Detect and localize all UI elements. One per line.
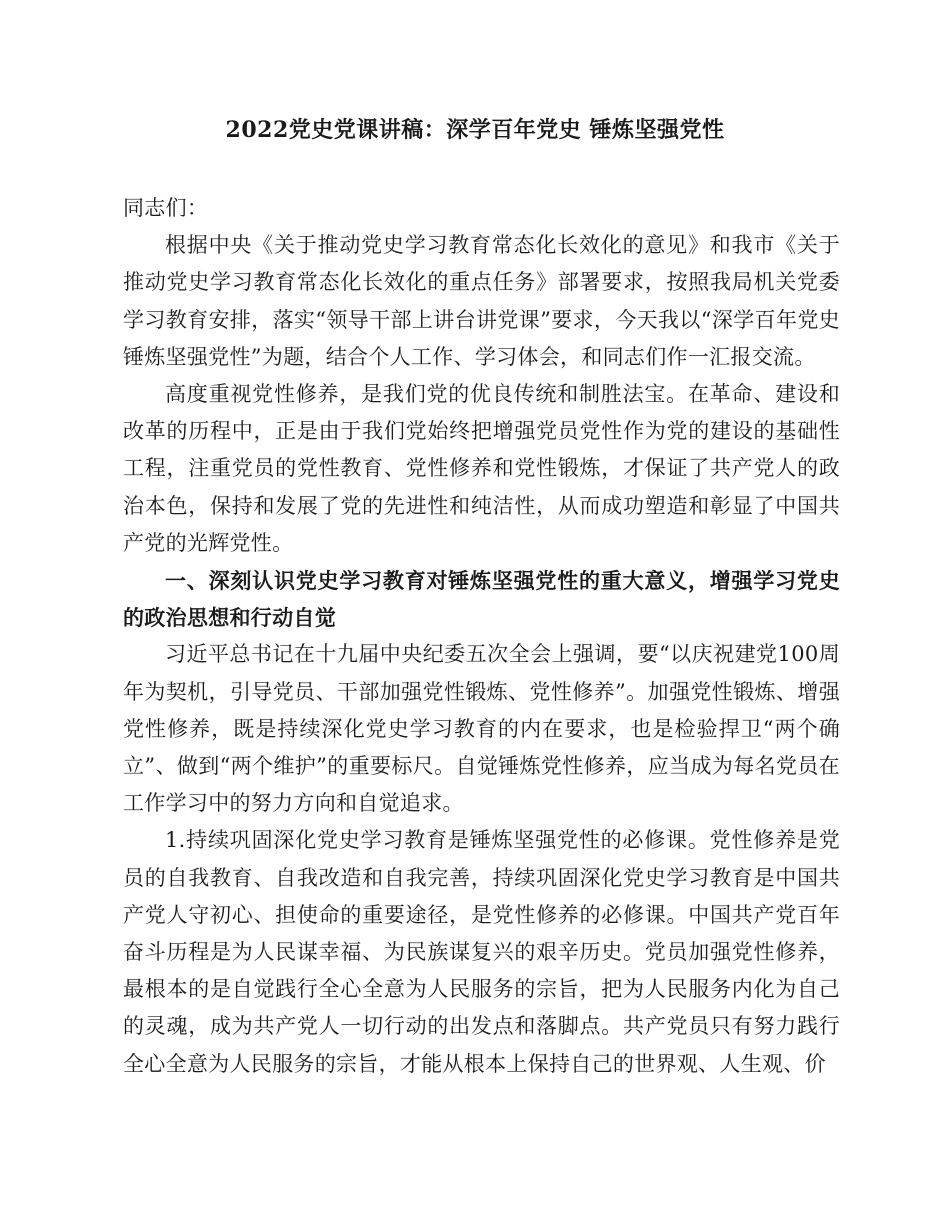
page-title: 2022党史党课讲稿：深学百年党史 锤炼坚强党性 bbox=[225, 117, 725, 143]
document-body bbox=[123, 190, 840, 1083]
paragraph-section1-intro: 习近平总书记在十九届中央纪委五次全会上强调，要“以庆祝建党100周年为契机，引导党员、干部加强党性锻炼、党性修养”。加强党性锻炼、增强党性修养，既是持续深化党史学习教育的内在要求，也是检验捍卫“两个确立”、做到“两个维护”的重要标尺。自觉锤炼党性修养，应当成为每名党员在工作学习中的努力方向和自觉追求。 bbox=[123, 642, 840, 816]
paragraph-party-spirit: 高度重视党性修养，是我们党的优良传统和制胜法宝。在革命、建设和改革的历程中，正是由于我们党始终把增强党员党性作为党的建设的基础性工程，注重党员的党性教育、党性修养和党性锻炼，才保证了共产党人的政治本色，保持和发展了党的先进性和纯洁性，从而成功塑造和彰显了中国共产党的光辉党性。 bbox=[123, 382, 840, 555]
paragraph-intro: 根据中央《关于推动党史学习教育常态化长效化的意见》和我市《关于推动党史学习教育常态化长效化的重点任务》部署要求，按照我局机关党委学习教育安排，落实“领导干部上讲台讲党课”要求，今天我以“深学百年党史 锤炼坚强党性”为题，结合个人工作、学习体会，和同志们作一汇报交流。 bbox=[123, 233, 840, 369]
section-heading-1: 一、深刻认识党史学习教育对锤炼坚强党性的重大意义，增强学习党史的政治思想和行动自觉 bbox=[123, 568, 840, 631]
paragraph-section1-item1: 1.持续巩固深化党史学习教育是锤炼坚强党性的必修课。党性修养是党员的自我教育、自我改造和自我完善，持续巩固深化党史学习教育是中国共产党人守初心、担使命的重要途径，是党性修养的必修课。中国共产党百年奋斗历程是为人民谋幸福、为民族谋复兴的艰辛历史。党员加强党性修养，最根本的是自觉践行全心全意为人民服务的宗旨，把为人民服务内化为自己的灵魂，成为共产党人一切行动的出发点和落脚点。共产党员只有努力践行全心全意为人民服务的宗旨，才能从根本上保持自己的世界观、人生观、价 bbox=[123, 828, 840, 1076]
salutation: 同志们： bbox=[123, 196, 209, 220]
